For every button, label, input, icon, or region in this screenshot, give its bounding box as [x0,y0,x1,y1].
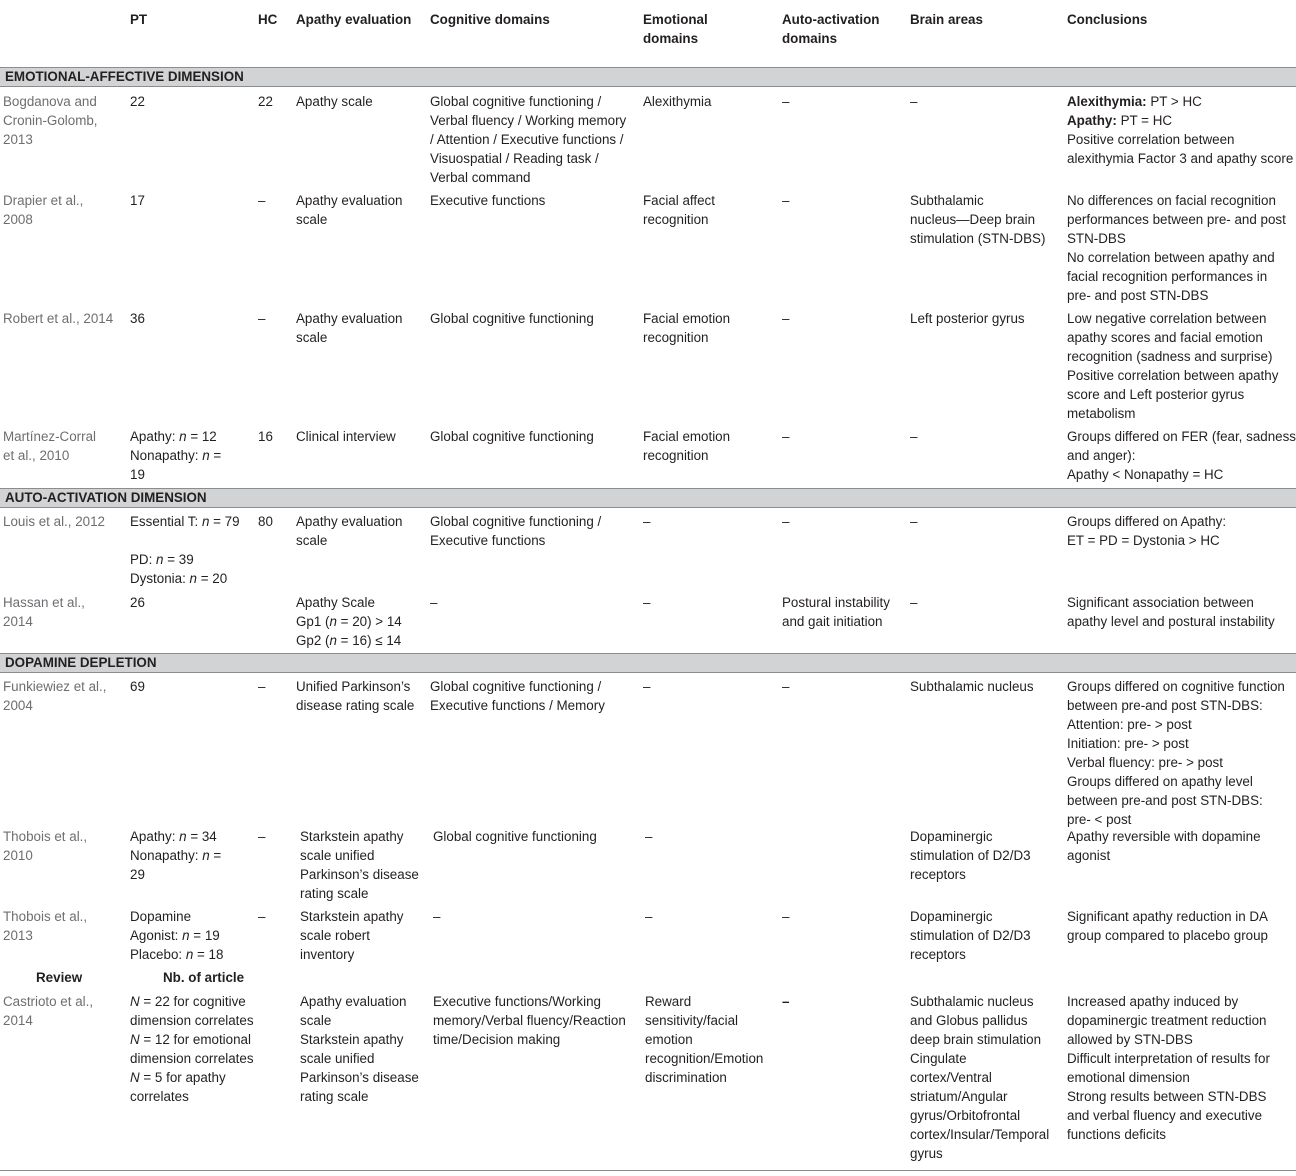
brain-cell: – [910,429,918,444]
table-bottom-rule [0,1170,1296,1171]
apathy-text: Apathy Scale Gp1 ( [296,595,375,629]
hc-cell: – [258,679,266,694]
conclusion-text: Positive correlation between alexithymia Factor 3 and apathy score [1067,132,1294,166]
pt-text: Apathy: [130,829,180,844]
conclusions-cell: Increased apathy induced by dopaminergic treatment reduction allowed by STN-DBS Difficult interpretation of results for emotional dimension Strong results between STN-DBS and verbal fluency and executive functions deficits [1067,994,1270,1142]
study-cell: Thobois et al., 2013 [3,909,88,943]
apathy-cell: Apathy evaluation scale [296,193,403,227]
nb-article-header: Nb. of article [163,970,245,985]
cognitive-cell: Global cognitive functioning / Executive functions / Memory [430,679,605,713]
pt-text: = 79 [209,514,240,529]
study-cell: Funkiewiez et al., 2004 [3,679,107,713]
pt-cell: 36 [130,311,145,326]
n-symbol: n [182,928,190,943]
auto-cell: – [782,994,790,1009]
n-symbol: n [202,448,210,463]
n-symbol: n [201,514,210,529]
brain-cell: Subthalamic nucleus [910,679,1034,694]
emotional-cell: – [643,679,651,694]
study-cell: Louis et al., 2012 [3,514,105,529]
brain-cell: – [910,595,918,610]
apathy-cell: Starkstein apathy scale unified Parkinson’s disease rating scale [300,829,419,901]
n-symbol: n [156,552,164,567]
apathy-cell: Apathy scale [296,94,373,109]
conclusions-cell: Significant apathy reduction in DA group compared to placebo group [1067,909,1268,943]
review-header: Review [36,970,83,985]
study-cell: Castrioto et al., 2014 [3,994,94,1028]
header-conclusions: Conclusions [1067,12,1148,27]
brain-cell: Dopaminergic stimulation of D2/D3 receptors [910,909,1031,962]
n-symbol: n [189,571,197,586]
pt-cell [130,512,240,531]
pt-cell [130,907,223,964]
auto-cell: – [782,311,790,326]
study-cell: Hassan et al., 2014 [3,595,85,629]
auto-cell: – [782,679,790,694]
apathy-cell: Apathy evaluation scale [296,514,403,548]
conclusions-cell: Groups differed on Apathy: ET = PD = Dystonia > HC [1067,514,1227,548]
pt-cell: 17 [130,193,145,208]
section-title: DOPAMINE DEPLETION [5,655,157,670]
pt-text: = 29 [130,848,222,882]
auto-cell: – [782,514,790,529]
section-emotional-affective [0,67,1296,87]
section-dopamine-depletion [0,653,1296,673]
n-symbol: n [329,633,337,648]
emotional-cell: – [645,829,653,844]
auto-cell: – [782,429,790,444]
brain-cell: Left posterior gyrus [910,311,1025,326]
study-cell: Drapier et al., 2008 [3,193,84,227]
pt-text: = 22 for cognitive dimension correlates [130,994,254,1028]
study-cell: Bogdanova and Cronin-Golomb, 2013 [3,94,98,147]
pt-text: Dopamine Agonist: [130,909,192,943]
pt-cell: 69 [130,679,145,694]
n-symbol: n [185,947,194,962]
pt-text: = 19 [130,448,222,482]
apathy-cell: Apathy evaluation scale [296,311,403,345]
hc-cell: – [258,829,266,844]
emotional-cell: – [645,909,653,924]
n-symbol: N [130,1032,140,1047]
cognitive-cell: Global cognitive functioning [433,829,597,844]
emotional-cell: Facial affect recognition [643,193,715,227]
header-apathy-evaluation: Apathy evaluation [296,12,412,27]
apathy-cell: Unified Parkinson’s disease rating scale [296,679,415,713]
hc-cell: 80 [258,514,273,529]
auto-cell: – [782,193,790,208]
header-cognitive-domains: Cognitive domains [430,12,550,27]
conclusions-cell: Apathy reversible with dopamine agonist [1067,829,1261,863]
pt-text: = 19 Placebo: [130,928,220,962]
cognitive-cell: – [430,595,438,610]
hc-cell: – [258,193,266,208]
emotional-cell: Facial emotion recognition [643,429,731,463]
hc-cell: – [258,909,266,924]
conclusion-value: PT = HC [1116,113,1173,128]
pt-text: PD: [130,552,157,567]
auto-cell: – [782,909,790,924]
apathy-cell: Starkstein apathy scale robert inventory [300,909,404,962]
pt-text: = 5 for apathy correlates [130,1070,226,1104]
pt-text: = 20 [197,571,228,586]
pt-text: = 34 Nonapathy: [130,829,217,863]
pt-text: = 12 Nonapathy: [130,429,217,463]
pt-cell: 26 [130,595,145,610]
apathy-text: = 16) ≤ 14 [336,633,402,648]
pt-text: = 39 Dystonia: [130,552,194,586]
conclusion-value: PT > HC [1146,94,1202,109]
header-auto-activation-domains: Auto-activation domains [782,12,880,46]
cognitive-cell: Executive functions/Working memory/Verbal fluency/Reaction time/Decision making [433,994,626,1047]
hc-cell: – [258,311,266,326]
conclusions-cell: Groups differed on cognitive function between pre-and post STN-DBS: Attention: pre- > post Initiation: pre- > post Verbal fluency: pre- > post Groups differed on apathy level between pre-and post STN-DBS: pre- < post [1067,679,1285,827]
pt-cell [130,550,227,588]
n-symbol: N [130,1070,140,1085]
emotional-cell: Reward sensitivity/facial emotion recognition/Emotion discrimination [645,994,764,1085]
n-symbol: N [130,994,140,1009]
brain-cell: Subthalamic nucleus—Deep brain stimulation (STN-DBS) [910,193,1046,246]
hc-cell: 16 [258,429,273,444]
conclusion-label: Apathy: [1067,113,1117,128]
section-title: AUTO-ACTIVATION DIMENSION [5,490,207,505]
conclusions-cell: Groups differed on FER (fear, sadness and anger): Apathy < Nonapathy = HC [1067,429,1296,482]
study-cell: Robert et al., 2014 [3,311,114,326]
emotional-cell: Alexithymia [643,94,712,109]
apathy-cell: Clinical interview [296,429,396,444]
brain-cell: – [910,94,918,109]
study-cell: Thobois et al., 2010 [3,829,88,863]
n-symbol: n [202,848,210,863]
brain-cell: – [910,514,918,529]
section-auto-activation [0,488,1296,508]
auto-cell: Postural instability and gait initiation [782,595,890,629]
cognitive-cell: Global cognitive functioning / Verbal fluency / Working memory / Attention / Executive functions / Visuospatial / Reading task / Verbal command [430,94,627,185]
cognitive-cell: Executive functions [430,193,546,208]
auto-cell: – [782,94,790,109]
emotional-cell: – [643,595,651,610]
conclusions-cell: No differences on facial recognition performances between pre- and post STN-DBS No correlation between apathy and facial recognition performances in pre- and post STN-DBS [1067,193,1286,303]
n-symbol: n [179,429,187,444]
apathy-cell: Apathy evaluation scale Starkstein apathy scale unified Parkinson’s disease rating scale [300,994,419,1104]
n-symbol: n [329,614,337,629]
header-emotional-domains: Emotional domains [643,12,708,46]
pt-text: Apathy: [130,429,180,444]
pt-text: = 18 [193,947,224,962]
apathy-cell [296,593,402,650]
emotional-cell: – [643,514,651,529]
cognitive-cell: Global cognitive functioning / Executive functions [430,514,602,548]
pt-cell [130,427,221,484]
pt-cell [130,827,221,884]
hc-cell: 22 [258,94,273,109]
header-hc: HC [258,12,278,27]
pt-text: Essential T: [130,514,202,529]
section-title: EMOTIONAL-AFFECTIVE DIMENSION [5,69,244,84]
header-pt: PT [130,12,148,27]
header-brain-areas: Brain areas [910,12,983,27]
pt-text: = 12 for emotional dimension correlates [130,1032,254,1066]
conclusions-cell: Low negative correlation between apathy scores and facial emotion recognition (sadness and surprise) Positive correlation between apathy score and Left posterior gyrus metabolism [1067,311,1279,421]
pt-cell [130,992,254,1106]
cognitive-cell: Global cognitive functioning [430,429,594,444]
pt-cell: 22 [130,94,145,109]
brain-cell: Subthalamic nucleus and Globus pallidus deep brain stimulation Cingulate cortex/Ventral striatum/Angular gyrus/Orbitofrontal cortex/Insular/Temporal gyrus [910,994,1050,1161]
study-cell: Martínez-Corral et al., 2010 [3,429,97,463]
cognitive-cell: – [433,909,441,924]
cognitive-cell: Global cognitive functioning [430,311,594,326]
conclusions-cell [1067,92,1293,168]
conclusions-cell: Significant association between apathy level and postural instability [1067,595,1275,629]
n-symbol: n [179,829,187,844]
brain-cell: Dopaminergic stimulation of D2/D3 receptors [910,829,1031,882]
conclusion-label: Alexithymia: [1067,94,1147,109]
apathy-text: = 20) > 14 Gp2 ( [296,614,402,648]
emotional-cell: Facial emotion recognition [643,311,731,345]
